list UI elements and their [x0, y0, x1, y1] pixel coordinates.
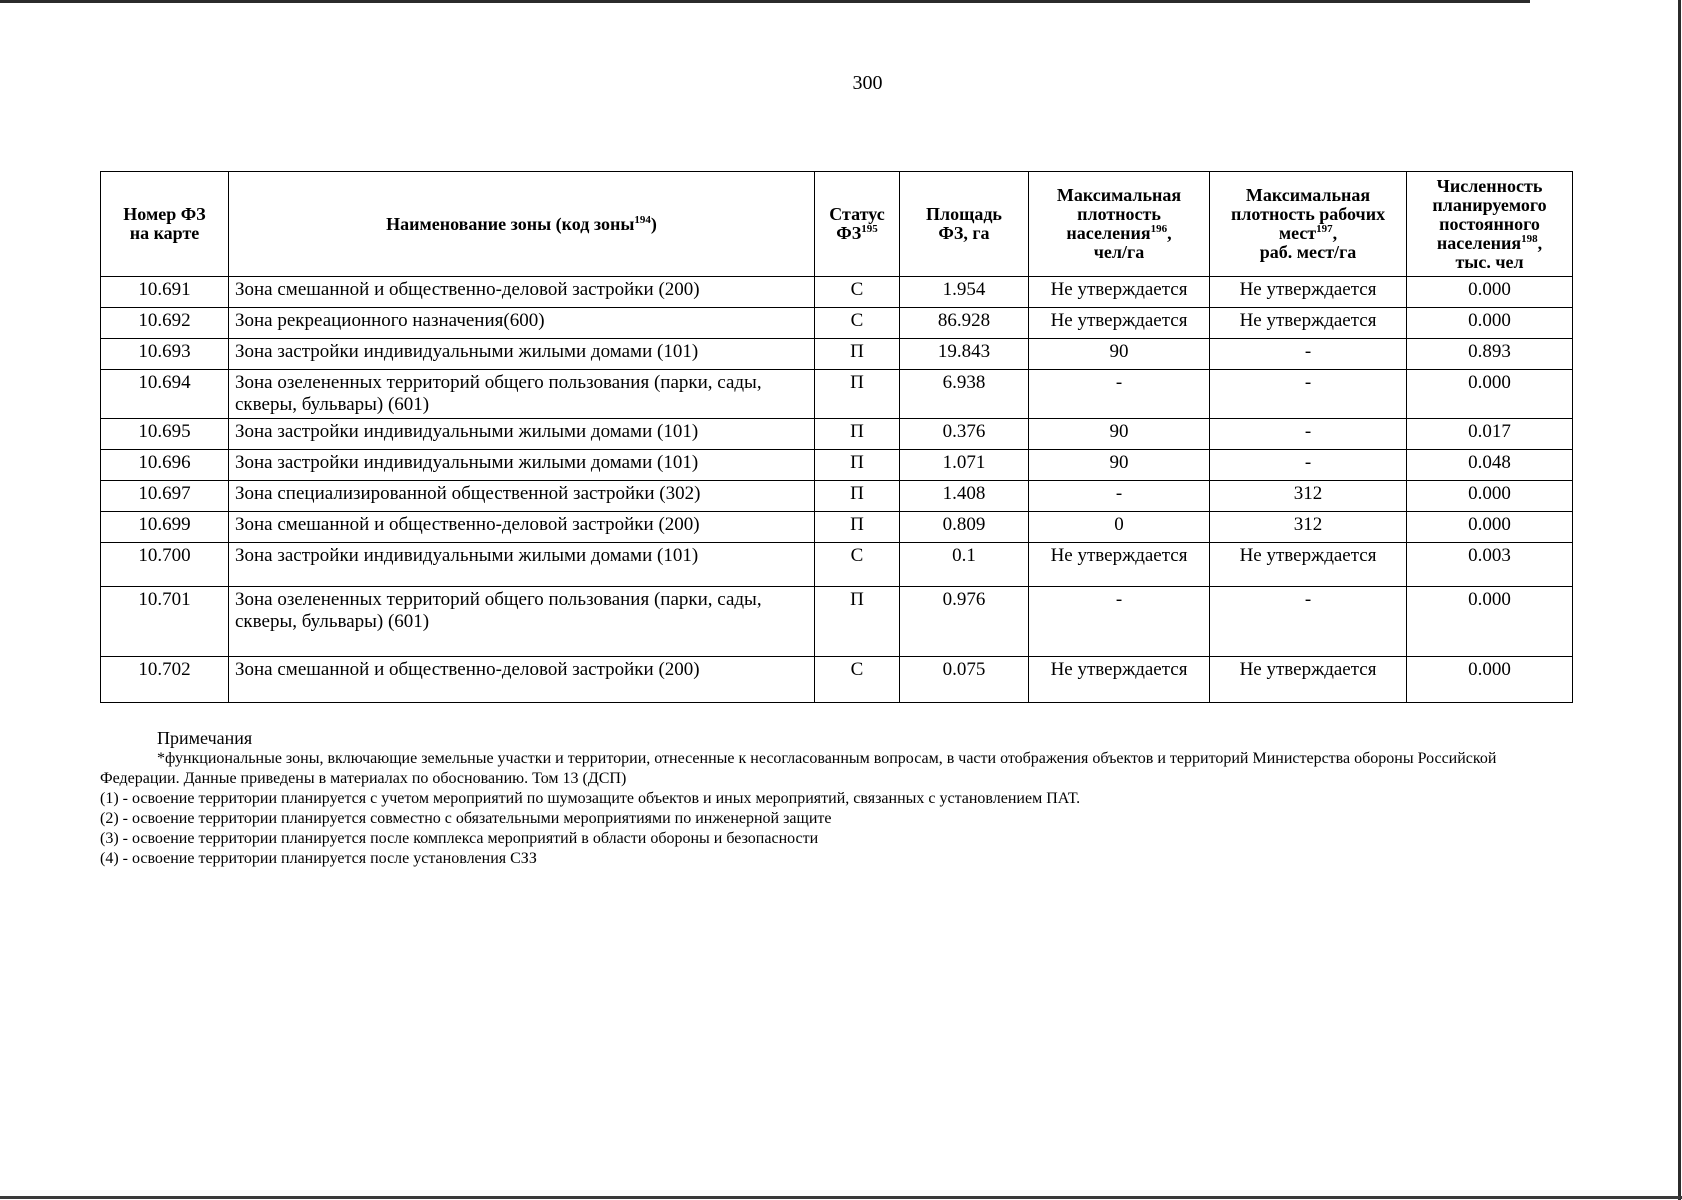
cell-workplace-density: -: [1210, 587, 1407, 657]
cell-area: 0.976: [900, 587, 1029, 657]
notes-section: [100, 727, 1572, 869]
notes-title: Примечания: [157, 728, 253, 748]
header-workplace-density: Максимальная плотность рабочих мест$^{197}$, раб. мест/га: [1210, 172, 1407, 277]
cell-area: 19.843: [900, 339, 1029, 370]
cell-workplace-density: Не утверждается: [1210, 277, 1407, 308]
cell-population-density: Не утверждается: [1029, 657, 1210, 703]
cell-area: 1.071: [900, 450, 1029, 481]
table-row: [101, 419, 1573, 450]
scan-edge-bottom: [0, 1196, 1682, 1199]
cell-status: П: [815, 339, 900, 370]
cell-zone-name: Зона смешанной и общественно-деловой застройки (200): [229, 657, 815, 703]
cell-zone-name: Зона застройки индивидуальными жилыми домами (101): [229, 450, 815, 481]
page-number: 300: [852, 72, 883, 94]
table-row: [101, 481, 1573, 512]
cell-zone-name: Зона специализированной общественной застройки (302): [229, 481, 815, 512]
cell-workplace-density: -: [1210, 370, 1407, 419]
cell-map-number: 10.702: [101, 657, 229, 703]
cell-planned-population: 0.000: [1407, 370, 1573, 419]
cell-population-density: Не утверждается: [1029, 277, 1210, 308]
cell-planned-population: 0.048: [1407, 450, 1573, 481]
cell-zone-name: Зона застройки индивидуальными жилыми домами (101): [229, 543, 815, 587]
cell-planned-population: 0.000: [1407, 657, 1573, 703]
cell-population-density: Не утверждается: [1029, 308, 1210, 339]
cell-map-number: 10.692: [101, 308, 229, 339]
note-line: (3) - освоение территории планируется после комплекса мероприятий в области обороны и безопасности: [100, 830, 819, 847]
cell-zone-name: Зона озелененных территорий общего пользования (парки, сады, скверы, бульвары) (601): [229, 587, 815, 657]
cell-map-number: 10.693: [101, 339, 229, 370]
cell-area: 0.376: [900, 419, 1029, 450]
cell-area: 0.809: [900, 512, 1029, 543]
table-row: [101, 450, 1573, 481]
cell-workplace-density: Не утверждается: [1210, 543, 1407, 587]
cell-workplace-density: Не утверждается: [1210, 657, 1407, 703]
cell-population-density: 90: [1029, 419, 1210, 450]
cell-planned-population: 0.017: [1407, 419, 1573, 450]
note-line: *функциональные зоны, включающие земельные участки и территории, отнесенные к несогласованным вопросам, в части отображения объектов и территорий Министерства обороны Российской Федерации. Данные приведены в материалах по обоснованию. Том 13 (ДСП): [100, 750, 1497, 787]
cell-status: П: [815, 587, 900, 657]
cell-status: П: [815, 481, 900, 512]
cell-planned-population: 0.000: [1407, 308, 1573, 339]
cell-population-density: Не утверждается: [1029, 543, 1210, 587]
cell-map-number: 10.695: [101, 419, 229, 450]
table-row: [101, 543, 1573, 587]
cell-area: 86.928: [900, 308, 1029, 339]
cell-population-density: 90: [1029, 339, 1210, 370]
table-row: [101, 339, 1573, 370]
cell-status: П: [815, 450, 900, 481]
cell-workplace-density: Не утверждается: [1210, 308, 1407, 339]
cell-population-density: -: [1029, 587, 1210, 657]
cell-population-density: -: [1029, 481, 1210, 512]
cell-status: П: [815, 419, 900, 450]
table-row: [101, 370, 1573, 419]
table-row: [101, 657, 1573, 703]
cell-zone-name: Зона застройки индивидуальными жилыми домами (101): [229, 419, 815, 450]
cell-status: С: [815, 657, 900, 703]
header-population-density: Максимальная плотность населения$^{196}$, чел/га: [1029, 172, 1210, 277]
cell-status: С: [815, 543, 900, 587]
table-header-row: [101, 172, 1573, 277]
cell-status: С: [815, 308, 900, 339]
header-map-number: Номер ФЗ на карте: [101, 172, 229, 277]
cell-planned-population: 0.000: [1407, 512, 1573, 543]
cell-population-density: -: [1029, 370, 1210, 419]
table-row: [101, 512, 1573, 543]
cell-area: 1.408: [900, 481, 1029, 512]
note-line: (4) - освоение территории планируется после установления СЗЗ: [100, 850, 537, 867]
cell-area: 1.954: [900, 277, 1029, 308]
cell-workplace-density: 312: [1210, 512, 1407, 543]
cell-planned-population: 0.000: [1407, 587, 1573, 657]
header-planned-population: Численность планируемого постоянного населения$^{198}$, тыс. чел: [1407, 172, 1573, 277]
cell-planned-population: 0.000: [1407, 481, 1573, 512]
cell-zone-name: Зона рекреационного назначения(600): [229, 308, 815, 339]
cell-workplace-density: -: [1210, 450, 1407, 481]
cell-planned-population: 0.000: [1407, 277, 1573, 308]
cell-map-number: 10.700: [101, 543, 229, 587]
cell-population-density: 0: [1029, 512, 1210, 543]
cell-workplace-density: -: [1210, 419, 1407, 450]
cell-map-number: 10.701: [101, 587, 229, 657]
cell-map-number: 10.699: [101, 512, 229, 543]
cell-zone-name: Зона смешанной и общественно-деловой застройки (200): [229, 512, 815, 543]
header-area: Площадь ФЗ, га: [900, 172, 1029, 277]
cell-zone-name: Зона озелененных территорий общего пользования (парки, сады, скверы, бульвары) (601): [229, 370, 815, 419]
cell-workplace-density: 312: [1210, 481, 1407, 512]
cell-status: П: [815, 512, 900, 543]
cell-map-number: 10.694: [101, 370, 229, 419]
cell-status: П: [815, 370, 900, 419]
cell-map-number: 10.691: [101, 277, 229, 308]
cell-area: 0.1: [900, 543, 1029, 587]
table-row: [101, 308, 1573, 339]
scan-edge-right: [1678, 0, 1681, 1200]
cell-map-number: 10.697: [101, 481, 229, 512]
cell-zone-name: Зона застройки индивидуальными жилыми домами (101): [229, 339, 815, 370]
zones-table: [100, 171, 1573, 703]
cell-area: 6.938: [900, 370, 1029, 419]
scan-edge-top: [0, 0, 1530, 3]
cell-population-density: 90: [1029, 450, 1210, 481]
header-status: Статус ФЗ$^{195}$: [815, 172, 900, 277]
header-zone-name: Наименование зоны (код зоны$^{194}$): [229, 172, 815, 277]
cell-map-number: 10.696: [101, 450, 229, 481]
cell-planned-population: 0.003: [1407, 543, 1573, 587]
note-line: (2) - освоение территории планируется совместно с обязательными мероприятиями по инженерной защите: [100, 810, 832, 827]
note-line: (1) - освоение территории планируется с учетом мероприятий по шумозащите объектов и иных мероприятий, связанных с установлением ПАТ.: [100, 790, 1081, 807]
cell-zone-name: Зона смешанной и общественно-деловой застройки (200): [229, 277, 815, 308]
table-row: [101, 277, 1573, 308]
table-row: [101, 587, 1573, 657]
cell-area: 0.075: [900, 657, 1029, 703]
cell-status: С: [815, 277, 900, 308]
cell-planned-population: 0.893: [1407, 339, 1573, 370]
cell-workplace-density: -: [1210, 339, 1407, 370]
